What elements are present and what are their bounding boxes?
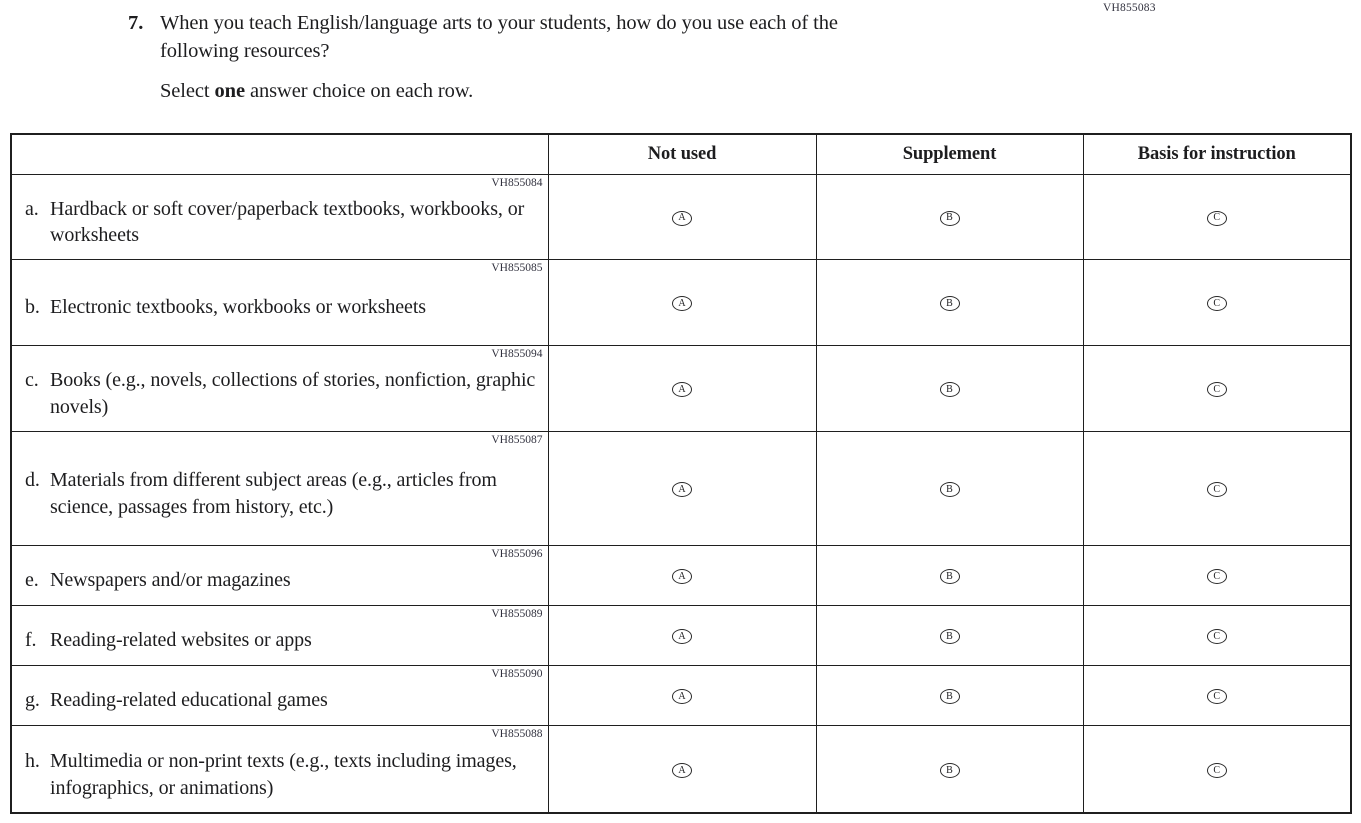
row-accession-code: VH855096	[491, 547, 543, 560]
row-letter: h.	[25, 750, 40, 772]
row-label	[12, 567, 295, 594]
answer-cell-basis-for-instruction	[1083, 665, 1351, 725]
row-label	[12, 627, 316, 654]
row-label-text: Newspapers and/or magazines	[50, 569, 291, 592]
row-label-cell	[11, 545, 548, 605]
row-h-option-B-bubble[interactable]: B	[940, 763, 960, 778]
header-empty-cell	[11, 134, 548, 174]
answer-cell-not-used	[548, 665, 816, 725]
row-accession-code: VH855085	[491, 261, 543, 274]
row-letter: d.	[25, 469, 40, 491]
header-supplement: Supplement	[816, 134, 1083, 174]
table-row	[11, 725, 1351, 813]
row-accession-code: VH855089	[491, 607, 543, 620]
row-accession-code: VH855090	[491, 667, 543, 680]
row-accession-code: VH855094	[491, 347, 543, 360]
row-e-option-B-bubble[interactable]: B	[940, 569, 960, 584]
instruction-prefix: Select	[160, 80, 215, 102]
answer-cell-not-used	[548, 725, 816, 813]
row-b-option-A-bubble[interactable]: A	[672, 296, 692, 311]
row-label	[12, 687, 332, 714]
row-label-cell	[11, 174, 548, 259]
table-row	[11, 665, 1351, 725]
table-row	[11, 545, 1351, 605]
page-code: VH855083	[1103, 2, 1156, 14]
row-label-text: Materials from different subject areas (e.g., articles from science, passages from history, etc.)	[50, 469, 497, 518]
question-block	[128, 9, 1048, 104]
row-h-option-A-bubble[interactable]: A	[672, 763, 692, 778]
answer-cell-supplement	[816, 725, 1083, 813]
header-basis-for-instruction: Basis for instruction	[1083, 134, 1351, 174]
row-c-option-B-bubble[interactable]: B	[940, 382, 960, 397]
row-a-option-C-bubble[interactable]: C	[1207, 211, 1227, 226]
answer-cell-basis-for-instruction	[1083, 605, 1351, 665]
row-label-cell	[11, 345, 548, 431]
row-label-cell	[11, 725, 548, 813]
answer-cell-basis-for-instruction	[1083, 345, 1351, 431]
question-text-line-2: following resources?	[160, 40, 330, 62]
row-label	[12, 367, 548, 420]
resources-table	[10, 133, 1352, 814]
row-g-option-B-bubble[interactable]: B	[940, 689, 960, 704]
answer-cell-supplement	[816, 345, 1083, 431]
row-f-option-C-bubble[interactable]: C	[1207, 629, 1227, 644]
question-text-line-1: When you teach English/language arts to your students, how do you use each of the	[160, 12, 838, 34]
row-accession-code: VH855087	[491, 433, 543, 446]
answer-cell-basis-for-instruction	[1083, 431, 1351, 545]
row-label-cell	[11, 665, 548, 725]
row-letter: b.	[25, 296, 40, 319]
row-a-option-A-bubble[interactable]: A	[672, 211, 692, 226]
row-label	[12, 748, 548, 801]
row-letter: f.	[25, 629, 37, 652]
instruction-suffix: answer choice on each row.	[244, 80, 474, 102]
answer-cell-basis-for-instruction	[1083, 725, 1351, 813]
question-instruction	[160, 78, 1048, 104]
answer-cell-supplement	[816, 259, 1083, 345]
row-label-text: Books (e.g., novels, collections of stories, nonfiction, graphic novels)	[50, 369, 536, 418]
answer-cell-supplement	[816, 605, 1083, 665]
answer-cell-not-used	[548, 545, 816, 605]
instruction-bold-word: one	[214, 80, 245, 102]
answer-cell-supplement	[816, 431, 1083, 545]
answer-cell-basis-for-instruction	[1083, 545, 1351, 605]
row-label-cell	[11, 431, 548, 545]
question-number: 7.	[128, 12, 144, 34]
table-row	[11, 174, 1351, 259]
row-a-option-B-bubble[interactable]: B	[940, 211, 960, 226]
row-label-text: Electronic textbooks, workbooks or worksheets	[50, 296, 426, 319]
row-letter: c.	[25, 369, 39, 391]
row-accession-code: VH855084	[491, 176, 543, 189]
row-label-text: Multimedia or non-print texts (e.g., texts including images, infographics, or animations)	[50, 750, 517, 799]
row-label-text: Reading-related educational games	[50, 689, 328, 712]
row-e-option-C-bubble[interactable]: C	[1207, 569, 1227, 584]
row-f-option-A-bubble[interactable]: A	[672, 629, 692, 644]
row-d-option-B-bubble[interactable]: B	[940, 482, 960, 497]
row-g-option-C-bubble[interactable]: C	[1207, 689, 1227, 704]
answer-cell-not-used	[548, 345, 816, 431]
row-b-option-B-bubble[interactable]: B	[940, 296, 960, 311]
row-f-option-B-bubble[interactable]: B	[940, 629, 960, 644]
answer-cell-basis-for-instruction	[1083, 259, 1351, 345]
row-label	[12, 467, 548, 520]
row-c-option-A-bubble[interactable]: A	[672, 382, 692, 397]
table-row	[11, 605, 1351, 665]
row-letter: a.	[25, 197, 39, 220]
answer-cell-not-used	[548, 174, 816, 259]
row-letter: g.	[25, 689, 40, 712]
row-label-text: Reading-related websites or apps	[50, 629, 312, 652]
row-label-text: Hardback or soft cover/paperback textbooks, workbooks, or worksheets	[50, 197, 525, 246]
row-label	[12, 196, 548, 249]
row-d-option-A-bubble[interactable]: A	[672, 482, 692, 497]
answer-cell-not-used	[548, 259, 816, 345]
table-header-row	[11, 134, 1351, 174]
table-body	[11, 174, 1351, 813]
row-letter: e.	[25, 569, 39, 592]
row-h-option-C-bubble[interactable]: C	[1207, 763, 1227, 778]
row-b-option-C-bubble[interactable]: C	[1207, 296, 1227, 311]
row-g-option-A-bubble[interactable]: A	[672, 689, 692, 704]
question-text	[160, 9, 838, 65]
table-row	[11, 431, 1351, 545]
row-label-cell	[11, 605, 548, 665]
table-row	[11, 345, 1351, 431]
row-d-option-C-bubble[interactable]: C	[1207, 482, 1227, 497]
row-e-option-A-bubble[interactable]: A	[672, 569, 692, 584]
answer-cell-supplement	[816, 665, 1083, 725]
row-label-cell	[11, 259, 548, 345]
answer-cell-supplement	[816, 545, 1083, 605]
row-c-option-C-bubble[interactable]: C	[1207, 382, 1227, 397]
header-not-used: Not used	[548, 134, 816, 174]
answer-cell-not-used	[548, 605, 816, 665]
answer-cell-not-used	[548, 431, 816, 545]
answer-cell-supplement	[816, 174, 1083, 259]
row-accession-code: VH855088	[491, 727, 543, 740]
answer-cell-basis-for-instruction	[1083, 174, 1351, 259]
row-label	[12, 294, 430, 321]
table-row	[11, 259, 1351, 345]
